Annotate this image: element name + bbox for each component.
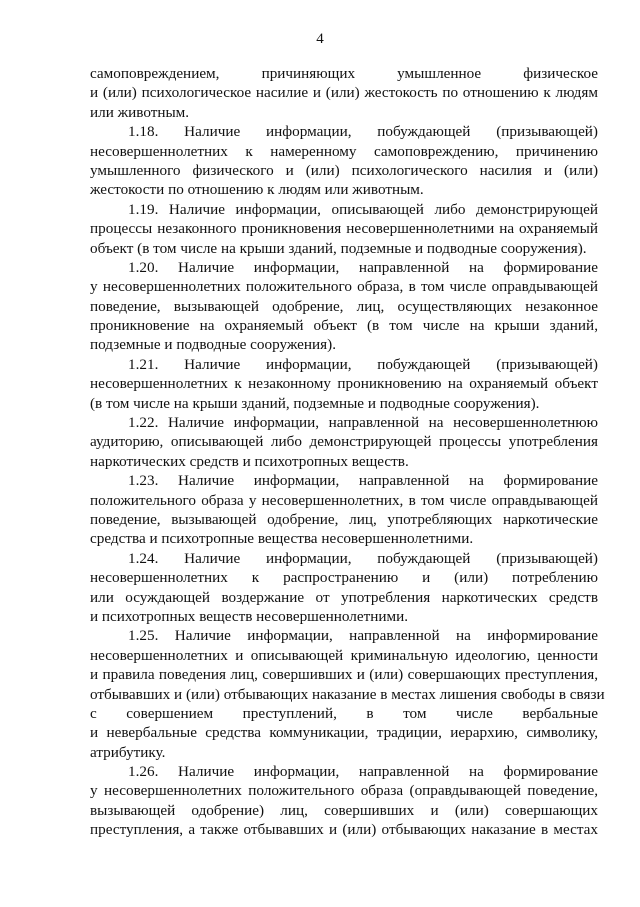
text-line: 1.19. Наличие информации, описывающей либо демонстрирующей (128, 200, 598, 218)
text-line: аудиторию, описывающей либо демонстрирующей процессы употребления (90, 433, 598, 451)
text-line: и правила поведения лиц, совершивших и (или) совершающих преступления, (90, 666, 598, 684)
text-line: наркотических средств и психотропных веществ. (90, 452, 409, 470)
text-line: несовершеннолетних к намеренному самоповреждению, причинению (90, 142, 598, 160)
text-line: с совершением преступлений, в том числе вербальные (90, 704, 598, 722)
text-line: 1.18. Наличие информации, побуждающей (призывающей) (128, 123, 598, 141)
text-line: 1.26. Наличие информации, направленной на формирование (128, 763, 598, 781)
text-line: средства и психотропные вещества несовершеннолетними. (90, 530, 474, 548)
text-line: 1.21. Наличие информации, побуждающей (призывающей) (128, 355, 598, 373)
text-line: несовершеннолетних и описывающей криминальную идеологию, ценности (90, 646, 598, 664)
text-line: несовершеннолетних к незаконному проникновению на охраняемый объект (90, 375, 598, 393)
text-line: 1.25. Наличие информации, направленной на информирование (128, 627, 598, 645)
text-line: вызывающей одобрение) лиц, совершивших и (или) совершающих (90, 801, 598, 819)
text-line: проникновение на охраняемый объект (в том числе на крыши зданий, (90, 317, 598, 335)
text-line: самоповреждением, причиняющих умышленное физическое (90, 65, 598, 82)
text-line: атрибутику. (90, 743, 166, 761)
text-line: преступления, а также отбывавших и (или) отбывающих наказание в местах (90, 821, 598, 839)
text-line: несовершеннолетних к распространению и (или) потреблению (90, 569, 598, 587)
text-line: и невербальные средства коммуникации, традиции, иерархию, символику, (90, 724, 598, 742)
text-line: или животным. (90, 103, 190, 121)
document-body (90, 64, 605, 840)
text-line: или осуждающей воздержание от употребления наркотических средств (90, 588, 598, 606)
text-line: 1.24. Наличие информации, побуждающей (призывающей) (128, 549, 598, 567)
text-line: подземные и подводные сооружения). (90, 336, 337, 354)
text-line: (в том числе на крыши зданий, подземные и подводные сооружения). (90, 394, 540, 412)
text-line: процессы незаконного проникновения несовершеннолетними на охраняемый (90, 220, 598, 238)
text-line: отбывавших и (или) отбывающих наказание в местах лишения свободы в связи (90, 685, 605, 703)
text-line: умышленного физического и (или) психологического насилия и (или) (90, 161, 598, 179)
text-line: у несовершеннолетних положительного образа, в том числе оправдывающей (90, 278, 598, 296)
text-line: и психотропных веществ несовершеннолетними. (90, 607, 409, 625)
text-line: 1.20. Наличие информации, направленной на формирование (128, 258, 598, 276)
text-line: поведение, вызывающей одобрение, лиц, употребляющих наркотические (90, 510, 598, 528)
text-line: жестокости по отношению к людям или животным. (90, 181, 424, 199)
page-number: 4 (316, 31, 324, 47)
text-line: объект (в том числе на крыши зданий, подземные и подводные сооружения). (90, 239, 587, 257)
text-line: у несовершеннолетних положительного образа (оправдывающей поведение, (90, 782, 598, 800)
text-line: положительного образа у несовершеннолетних, в том числе оправдывающей (90, 491, 598, 509)
text-line: поведение, вызывающей одобрение, лиц, осуществляющих незаконное (90, 297, 598, 315)
text-line: 1.23. Наличие информации, направленной на формирование (128, 472, 598, 490)
text-line: и (или) психологическое насилие и (или) жестокость по отношению к людям (90, 84, 598, 102)
text-line: 1.22. Наличие информации, направленной на несовершеннолетнюю (128, 414, 598, 432)
